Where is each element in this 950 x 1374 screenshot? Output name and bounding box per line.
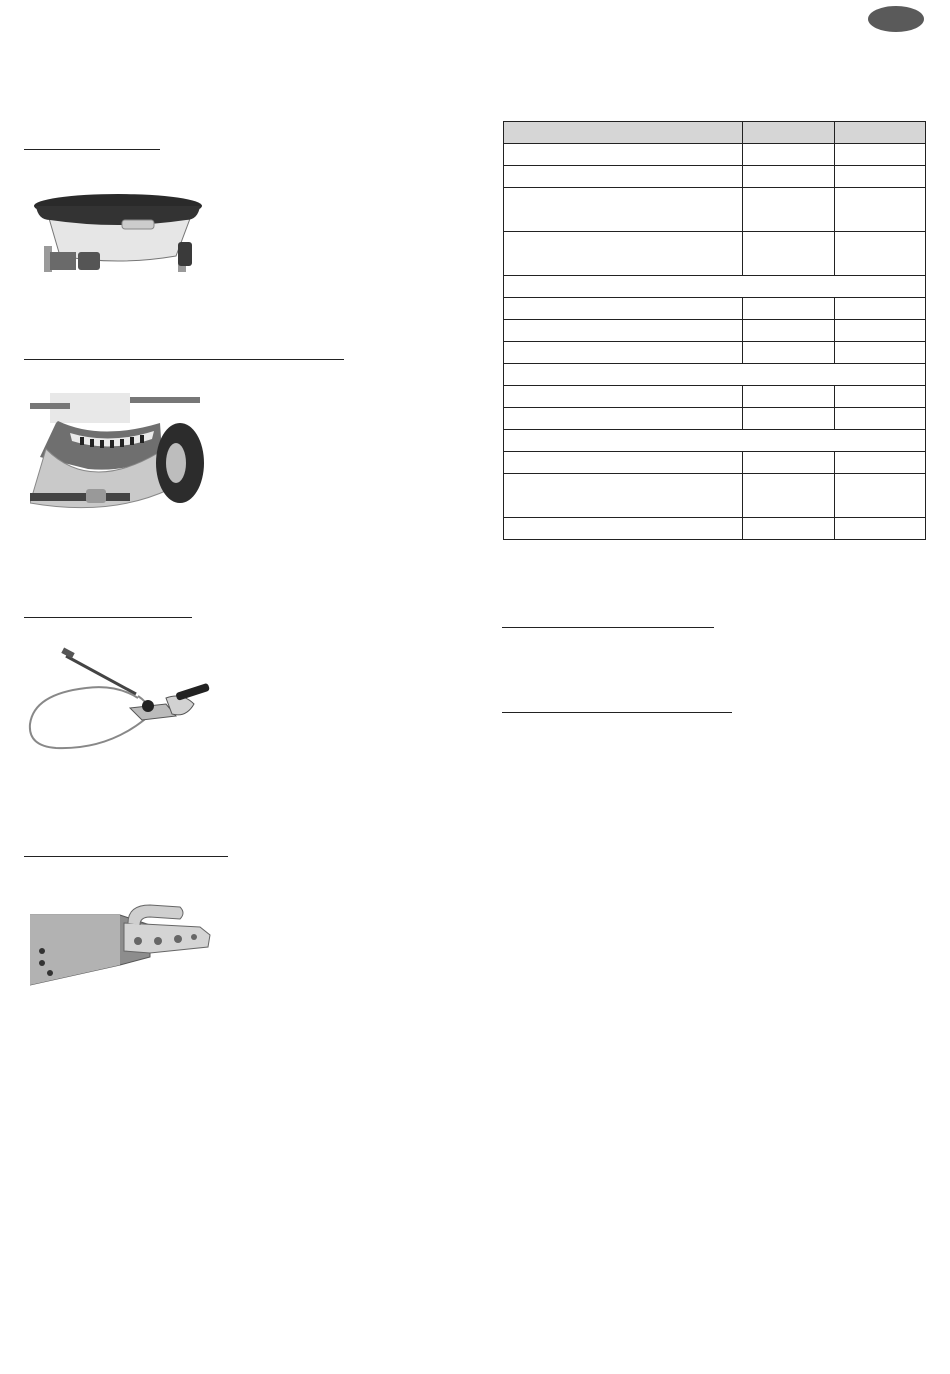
table-cell xyxy=(743,474,835,518)
heading-cover xyxy=(24,149,160,150)
table-cell xyxy=(835,188,926,232)
heading-right-1 xyxy=(502,627,714,628)
specification-table xyxy=(503,121,926,540)
table-section-row xyxy=(504,276,926,298)
table-cell xyxy=(835,166,926,188)
table-header xyxy=(504,122,926,144)
table-row xyxy=(504,166,926,188)
table-cell xyxy=(743,232,835,276)
section-cell xyxy=(504,276,926,298)
table-cell xyxy=(835,518,926,540)
table-row xyxy=(504,232,926,276)
table-cell xyxy=(504,188,743,232)
spreader-cover-image xyxy=(28,190,208,272)
table-cell xyxy=(835,232,926,276)
table-cell xyxy=(743,452,835,474)
table-row xyxy=(504,474,926,518)
header-cell xyxy=(743,122,835,144)
header-cell xyxy=(835,122,926,144)
table-row xyxy=(504,298,926,320)
table-cell xyxy=(743,166,835,188)
table-cell xyxy=(835,144,926,166)
tow-hitch-image xyxy=(30,895,214,987)
table-row xyxy=(504,386,926,408)
table-cell xyxy=(504,452,743,474)
table-cell xyxy=(835,342,926,364)
table-cell xyxy=(504,232,743,276)
table-cell xyxy=(835,408,926,430)
spread-deflector-image xyxy=(30,393,208,513)
table-cell xyxy=(743,298,835,320)
table-cell xyxy=(835,298,926,320)
table-cell xyxy=(835,386,926,408)
heading-spread-limiter xyxy=(24,359,344,360)
table-row xyxy=(504,188,926,232)
table-cell xyxy=(504,342,743,364)
table-cell xyxy=(504,144,743,166)
table-cell xyxy=(504,518,743,540)
table-row xyxy=(504,452,926,474)
heading-hitch xyxy=(24,856,228,857)
table-row xyxy=(504,518,926,540)
table-cell xyxy=(504,320,743,342)
section-cell xyxy=(504,430,926,452)
table-cell xyxy=(504,166,743,188)
table-cell xyxy=(743,320,835,342)
table-cell xyxy=(504,386,743,408)
table-cell xyxy=(835,474,926,518)
table-section-row xyxy=(504,430,926,452)
table-cell xyxy=(835,452,926,474)
table-cell xyxy=(743,342,835,364)
header-cell xyxy=(504,122,743,144)
table-cell xyxy=(743,144,835,166)
table-cell xyxy=(504,408,743,430)
table-cell xyxy=(504,474,743,518)
heading-remote-control xyxy=(24,617,192,618)
table-cell xyxy=(743,408,835,430)
table-cell xyxy=(743,386,835,408)
table-cell xyxy=(743,518,835,540)
table-row xyxy=(504,144,926,166)
table-cell xyxy=(743,188,835,232)
table-cell xyxy=(835,320,926,342)
table-row xyxy=(504,320,926,342)
heading-right-2 xyxy=(502,712,732,713)
table-section-row xyxy=(504,364,926,386)
table-row xyxy=(504,408,926,430)
section-cell xyxy=(504,364,926,386)
language-badge xyxy=(868,6,924,32)
table-cell xyxy=(504,298,743,320)
table-row xyxy=(504,342,926,364)
bowden-cable-image xyxy=(26,646,216,756)
